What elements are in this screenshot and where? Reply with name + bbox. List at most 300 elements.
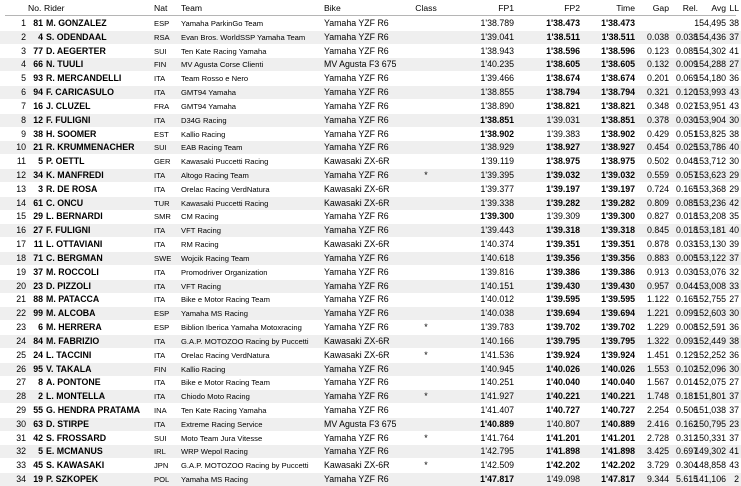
laps-cell: 27 [729,294,739,305]
gap-cell: 0.883 [646,252,669,263]
fp2-cell: 1'39.356 [546,252,580,263]
fp2-cell: 1'49.098 [546,474,580,485]
number-cell: 94 [33,87,43,98]
fp1-cell: 1'38.851 [480,114,514,125]
nation-cell: SUI [154,46,167,56]
number-cell: 19 [33,474,43,485]
number-cell: 81 [33,18,43,28]
position-cell: 19 [16,266,26,277]
fp1-cell: 1'38.789 [480,18,514,28]
gap-cell: 0.845 [646,225,669,236]
team-cell: Moto Team Jura Vitesse [181,433,263,443]
fp1-cell: 1'40.889 [480,418,514,429]
class-cell: * [424,432,428,443]
fp2-cell: 1'38.794 [546,87,580,98]
number-cell: 11 [33,239,43,250]
number-cell: 8 [38,377,43,388]
number-cell: 12 [33,114,43,125]
laps-cell: 36 [729,73,739,84]
nation-cell: TUR [154,198,170,208]
table-row [0,432,741,445]
header-fp1: FP1 [498,3,514,13]
header-rel: Rel. [682,3,698,13]
table-row [0,238,741,251]
gap-cell: 9.344 [646,474,669,485]
bike-cell: Yamaha YZF R6 [324,377,389,388]
gap-cell: 0.201 [646,73,669,84]
gap-cell: 2.254 [646,404,669,415]
laps-cell: 37 [729,432,739,443]
fp1-cell: 1'41.407 [480,404,514,415]
bike-cell: Yamaha YZF R6 [324,45,389,56]
avg-speed-cell: 153,786 [694,142,726,153]
rider-cell: D. AEGERTER [46,45,106,56]
gap-cell: 0.038 [646,31,669,42]
team-cell: Wojcik Racing Team [181,253,250,263]
nation-cell: INA [154,405,167,415]
bike-cell: Yamaha YZF R6 [324,294,389,305]
header-ll: LL [729,3,739,13]
fp2-cell: 1'39.031 [546,114,580,125]
fp1-cell: 1'40.251 [480,377,514,388]
avg-speed-cell: 154,302 [694,45,726,56]
number-cell: 63 [33,418,43,429]
fp1-cell: 1'39.300 [480,211,514,222]
number-cell: 93 [33,73,43,84]
fp1-cell: 1'40.945 [480,363,514,374]
rider-cell: P. OETTL [46,156,85,167]
table-row [0,100,741,113]
fp1-cell: 1'40.012 [480,294,514,305]
rider-cell: P. SZKOPEK [46,474,99,485]
fp2-cell: 1'39.383 [546,128,580,139]
laps-cell: 39 [729,239,739,250]
rider-cell: R. KRUMMENACHER [46,142,135,153]
rider-cell: M. GONZALEZ [46,18,107,28]
laps-cell: 37 [729,391,739,402]
fp1-cell: 1'42.509 [480,460,514,471]
avg-speed-cell: 149,302 [694,446,726,457]
fp2-cell: 1'38.511 [546,31,580,42]
rel-cell: 0.085 [675,197,698,208]
fp2-cell: 1'40.026 [546,363,580,374]
laps-cell: 41 [729,45,739,56]
bike-cell: Kawasaki ZX-6R [324,349,390,360]
gap-cell: 0.913 [646,266,669,277]
nation-cell: ITA [154,295,166,305]
nation-cell: FIN [154,60,167,70]
best-time-cell: 1'38.596 [601,45,635,56]
bike-cell: Yamaha YZF R6 [324,18,389,28]
fp1-cell: 1'39.466 [480,73,514,84]
fp1-cell: 1'38.943 [480,45,514,56]
position-cell: 26 [16,363,26,374]
class-cell: * [424,460,428,471]
fp2-cell: 1'39.197 [546,183,580,194]
table-row [0,224,741,237]
laps-cell: 29 [729,183,739,194]
table-row [0,183,741,196]
table-row [0,266,741,279]
team-cell: G.A.P. MOTOZOO Racing by Puccetti [181,461,309,471]
nation-cell: FIN [154,364,167,374]
nation-cell: EST [154,129,169,139]
position-cell: 6 [21,87,26,98]
best-time-cell: 1'38.821 [601,100,635,111]
number-cell: 84 [33,335,43,346]
header-avg: Avg [711,3,726,13]
position-cell: 2 [21,31,26,42]
fp1-cell: 1'39.338 [480,197,514,208]
fp1-cell: 1'40.618 [480,252,514,263]
fp2-cell: 1'40.221 [546,391,580,402]
team-cell: VFT Racing [181,281,221,291]
laps-cell: 29 [729,170,739,181]
table-row [0,321,741,334]
rel-cell: 0.033 [675,239,698,250]
laps-cell: 43 [729,100,739,111]
rider-cell: S. FROSSARD [46,432,107,443]
laps-cell: 32 [729,266,739,277]
header-time: Time [616,3,635,13]
nation-cell: ESP [154,19,170,28]
nation-cell: ITA [154,171,166,181]
team-cell: GMT94 Yamaha [181,101,237,111]
number-cell: 61 [33,197,43,208]
number-cell: 27 [33,225,43,236]
team-cell: VFT Racing [181,226,221,236]
table-row [0,349,741,362]
avg-speed-cell: 152,252 [694,349,726,360]
laps-cell: 30 [729,308,739,319]
fp1-cell: 1'40.151 [480,280,514,291]
rel-cell: 0.102 [675,363,698,374]
bike-cell: Kawasaki ZX-6R [324,197,390,208]
team-cell: Kawasaki Puccetti Racing [181,157,269,167]
rider-cell: L. OTTAVIANI [46,239,103,250]
fp2-cell: 1'40.727 [546,404,580,415]
fp2-cell: 1'39.430 [546,280,580,291]
number-cell: 6 [38,322,43,333]
fp2-cell: 1'39.386 [546,266,580,277]
team-cell: Extreme Racing Service [181,419,263,429]
fp2-cell: 1'39.032 [546,170,580,181]
avg-speed-cell: 152,449 [694,335,726,346]
rider-cell: C. ONCU [46,197,84,208]
gap-cell: 1.748 [646,391,669,402]
nation-cell: ITA [154,336,166,346]
bike-cell: Yamaha YZF R6 [324,404,389,415]
fp2-cell: 1'40.040 [546,377,580,388]
fp2-cell: 1'39.595 [546,294,580,305]
bike-cell: Yamaha YZF R6 [324,308,389,319]
position-cell: 1 [21,18,26,28]
avg-speed-cell: 151,801 [694,391,726,402]
laps-cell: 2 [734,474,739,485]
avg-speed-cell: 148,858 [694,460,726,471]
position-cell: 17 [16,239,26,250]
nation-cell: ITA [154,350,166,360]
best-time-cell: 1'40.727 [601,404,635,415]
rel-cell: 0.018 [675,211,698,222]
rider-cell: A. PONTONE [46,377,101,388]
best-time-cell: 1'42.202 [601,460,635,471]
team-cell: Yamaha ParkinGo Team [181,19,264,28]
table-row [0,31,741,44]
laps-cell: 30 [729,363,739,374]
team-cell: Bike e Motor Racing Team [181,295,270,305]
avg-speed-cell: 141,106 [694,474,726,485]
table-row [0,114,741,127]
bike-cell: Kawasaki ZX-6R [324,156,390,167]
fp1-cell: 1'38.890 [480,100,514,111]
class-cell: * [424,349,428,360]
laps-cell: 27 [729,59,739,70]
position-cell: 14 [16,197,26,208]
class-cell: * [424,322,428,333]
number-cell: 16 [33,100,43,111]
team-cell: Ten Kate Racing Yamaha [181,46,267,56]
fp2-cell: 1'39.702 [546,322,580,333]
number-cell: 71 [33,252,43,263]
gap-cell: 0.132 [646,59,669,70]
position-cell: 3 [21,45,26,56]
position-cell: 8 [21,114,26,125]
team-cell: G.A.P. MOTOZOO Racing by Puccetti [181,336,309,346]
avg-speed-cell: 152,591 [694,322,726,333]
position-cell: 10 [16,142,26,153]
position-cell: 27 [16,377,26,388]
avg-speed-cell: 151,038 [694,404,726,415]
avg-speed-cell: 153,008 [694,280,726,291]
laps-cell: 38 [729,18,739,28]
rel-cell: 0.048 [675,156,698,167]
fp2-cell: 1'39.795 [546,335,580,346]
fp2-cell: 1'39.282 [546,197,580,208]
rel-cell: 0.085 [675,45,698,56]
avg-speed-cell: 154,180 [694,73,726,84]
fp1-cell: 1'40.038 [480,308,514,319]
gap-cell: 0.378 [646,114,669,125]
rel-cell: 0.312 [675,432,698,443]
table-row [0,86,741,99]
bike-cell: Kawasaki ZX-6R [324,460,390,471]
fp2-cell: 1'41.201 [546,432,580,443]
nation-cell: JPN [154,461,169,471]
position-cell: 7 [21,100,26,111]
laps-cell: 35 [729,211,739,222]
bike-cell: Yamaha YZF R6 [324,73,389,84]
nation-cell: ITA [154,184,166,194]
best-time-cell: 1'47.817 [601,474,635,485]
best-time-cell: 1'40.221 [601,391,635,402]
laps-cell: 43 [729,87,739,98]
bike-cell: Yamaha YZF R6 [324,266,389,277]
best-time-cell: 1'38.794 [601,87,635,98]
laps-cell: 36 [729,322,739,333]
fp1-cell: 1'39.041 [480,31,514,42]
bike-cell: Yamaha YZF R6 [324,252,389,263]
rel-cell: 0.120 [675,87,698,98]
gap-cell: 0.502 [646,156,669,167]
bike-cell: Yamaha YZF R6 [324,87,389,98]
table-row [0,45,741,58]
gap-cell: 0.809 [646,197,669,208]
nation-cell: ITA [154,267,166,277]
position-cell: 20 [16,280,26,291]
nation-cell: ESP [154,309,170,319]
number-cell: 5 [38,156,43,167]
nation-cell: ESP [154,323,170,333]
best-time-cell: 1'39.386 [601,266,635,277]
best-time-cell: 1'38.674 [601,73,635,84]
bike-cell: Kawasaki ZX-6R [324,183,390,194]
best-time-cell: 1'41.898 [601,446,635,457]
table-row [0,335,741,348]
rider-cell: M. HERRERA [46,322,102,333]
position-cell: 5 [21,73,26,84]
number-cell: 88 [33,294,43,305]
laps-cell: 37 [729,404,739,415]
fp1-cell: 1'40.166 [480,335,514,346]
rel-cell: 0.030 [675,266,698,277]
rel-cell: 0.069 [675,73,698,84]
table-row [0,459,741,472]
best-time-cell: 1'39.702 [601,322,635,333]
gap-cell: 0.454 [646,142,669,153]
rider-cell: L. BERNARDI [46,211,103,222]
fp1-cell: 1'40.374 [480,239,514,250]
rider-cell: F. FULIGNI [46,114,91,125]
position-cell: 30 [16,418,26,429]
gap-cell: 1.122 [646,294,669,305]
fp2-cell: 1'38.596 [546,45,580,56]
best-time-cell: 1'39.318 [601,225,635,236]
table-row [0,169,741,182]
rel-cell: 0.057 [675,170,698,181]
best-time-cell: 1'38.927 [601,142,635,153]
fp2-cell: 1'38.975 [546,156,580,167]
avg-speed-cell: 152,075 [694,377,726,388]
bike-cell: Yamaha YZF R6 [324,391,389,402]
best-time-cell: 1'38.902 [601,128,635,139]
table-row [0,210,741,223]
position-cell: 13 [16,183,26,194]
fp1-cell: 1'41.927 [480,391,514,402]
class-cell: * [424,391,428,402]
fp2-cell: 1'40.807 [546,418,580,429]
bike-cell: Yamaha YZF R6 [324,225,389,236]
nation-cell: POL [154,475,170,485]
team-cell: Evan Bros. WorldSSP Yamaha Team [181,32,306,42]
table-row [0,445,741,458]
team-cell: Chiodo Moto Racing [181,392,250,402]
position-cell: 15 [16,211,26,222]
best-time-cell: 1'39.282 [601,197,635,208]
best-time-cell: 1'38.851 [601,114,635,125]
nation-cell: ITA [154,419,166,429]
rel-cell: 0.162 [675,418,698,429]
rider-cell: M. PATACCA [46,294,100,305]
table-row [0,141,741,154]
rel-cell: 0.009 [675,59,698,70]
number-cell: 99 [33,308,43,319]
fp2-cell: 1'38.605 [546,59,580,70]
best-time-cell: 1'40.889 [601,418,635,429]
gap-cell: 2.728 [646,432,669,443]
number-cell: 21 [33,142,43,153]
gap-cell: 1.229 [646,322,669,333]
fp2-cell: 1'39.924 [546,349,580,360]
rider-cell: S. KAWASAKI [46,460,105,471]
gap-cell: 0.321 [646,87,669,98]
header-no: No. [28,3,42,13]
best-time-cell: 1'38.473 [601,18,635,28]
rel-cell: 5.615 [675,474,698,485]
rel-cell: 0.093 [675,335,698,346]
table-row [0,473,741,486]
gap-cell: 0.123 [646,45,669,56]
bike-cell: Yamaha YZF R6 [324,114,389,125]
avg-speed-cell: 153,236 [694,197,726,208]
team-cell: Ten Kate Racing Yamaha [181,405,267,415]
avg-speed-cell: 150,795 [694,418,726,429]
header-divider [5,15,736,16]
table-row [0,197,741,210]
nation-cell: SUI [154,433,167,443]
rel-cell: 0.014 [675,377,698,388]
gap-cell: 2.416 [646,418,669,429]
gap-cell: 0.348 [646,100,669,111]
header-fp2: FP2 [564,3,580,13]
best-time-cell: 1'39.924 [601,349,635,360]
table-row [0,376,741,389]
class-cell: * [424,170,428,181]
fp2-cell: 1'39.309 [546,211,580,222]
bike-cell: Yamaha YZF R6 [324,128,389,139]
position-cell: 33 [16,460,26,471]
rel-cell: 0.129 [675,349,698,360]
rider-cell: K. MANFREDI [46,170,104,181]
rider-cell: F. FULIGNI [46,225,91,236]
laps-cell: 37 [729,31,739,42]
header-nat: Nat [154,3,168,13]
avg-speed-cell: 153,076 [694,266,726,277]
laps-cell: 40 [729,225,739,236]
team-cell: Kallio Racing [181,129,226,139]
fp2-cell: 1'38.674 [546,73,580,84]
nation-cell: IRL [154,447,166,457]
team-cell: Orelac Racing VerdNatura [181,350,270,360]
bike-cell: MV Agusta F3 675 [324,418,397,429]
rider-cell: F. CARICASULO [46,87,114,98]
team-cell: GMT94 Yamaha [181,88,237,98]
rider-cell: C. BERGMAN [46,252,103,263]
bike-cell: Yamaha YZF R6 [324,280,389,291]
nation-cell: ITA [154,115,166,125]
position-cell: 31 [16,432,26,443]
position-cell: 23 [16,322,26,333]
table-row [0,293,741,306]
position-cell: 12 [16,170,26,181]
gap-cell: 0.957 [646,280,669,291]
avg-speed-cell: 153,208 [694,211,726,222]
fp2-cell: 1'41.898 [546,446,580,457]
table-row [0,418,741,431]
rider-cell: N. TUULI [46,59,84,70]
table-row [0,363,741,376]
fp1-cell: 1'38.855 [480,87,514,98]
